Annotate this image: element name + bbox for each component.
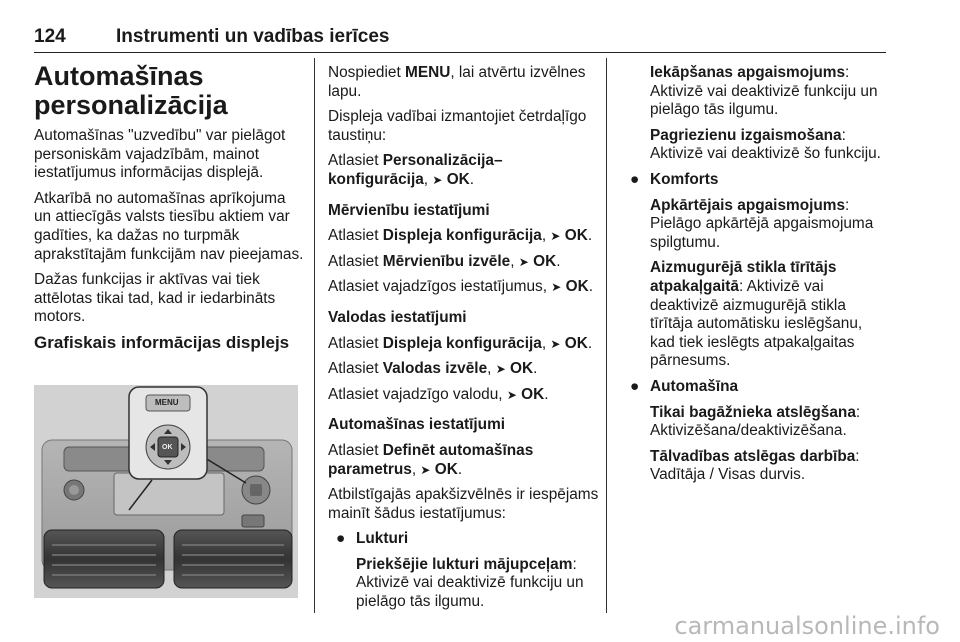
menu-instruction: Nospiediet MENU, lai atvērtu izvēlnes lapu. [328,64,586,100]
triangle-right-icon: ➤ [506,387,517,402]
setting-follow-me-home: Priekšējie lukturi mājupceļam: Aktivizē vai deaktivizē funkciju un pielāgo tās ilgumu. [356,555,584,611]
vehicle-settings-title: Automašīnas iestatījumi [328,416,506,434]
display-subheading: Grafiskais informācijas displejs [34,332,290,352]
units-step-2: Atlasiet Mērvienību izvēle, ➤ OK. [328,252,561,270]
language-title: Valodas iestatījumi [328,308,467,326]
column-divider-2 [606,58,607,613]
page-title: Instrumenti un vadības ierīces [116,26,390,47]
ok-key-label: OK [162,444,173,451]
setting-remote-key: Tālvadības atslēgas darbība: Vadītāja / Visas durvis. [650,447,860,484]
column-3 [622,64,890,492]
availability-paragraph: Atkarībā no automašīnas aprīkojuma un attiecīgās valsts tiesību aktiem var gadīties, ka dažas no turpmāk aprakstītajām funkcijām nav pieejamas. [34,189,304,263]
triangle-right-icon: ➤ [551,280,562,295]
vehicle-step-1: Atlasiet Definēt automašīnas parametrus, ➤ OK. [328,441,534,478]
page-header [34,26,886,54]
column-2 [328,64,600,619]
triangle-right-icon: ➤ [518,254,529,269]
units-step-3: Atlasiet vajadzīgos iestatījumus, ➤ OK. [328,278,593,296]
bullet-lights: ● Lukturi [336,530,409,548]
triangle-right-icon: ➤ [495,362,506,377]
menu-key-label: MENU [155,398,179,407]
units-title: Mērvienību iestatījumi [328,201,490,219]
setting-boot-unlock: Tikai bagāžnieka atslēgšana: Aktivizēšana/deaktivizēšana. [650,403,861,440]
triangle-right-icon: ➤ [550,336,561,351]
units-step-1: Atlasiet Displeja konfigurācija, ➤ OK. [328,227,593,245]
bullet-vehicle: ● Automašīna [630,377,739,395]
personalization-instruction: Atlasiet Personalizācija– konfigurācija, ➤ OK. [328,152,503,188]
triangle-right-icon: ➤ [420,462,431,477]
setting-ambient-lighting: Apkārtējais apgaismojums: Pielāgo apkārtējā apgaismojuma spilgtumu. [650,196,874,251]
setting-rear-wiper-reverse: Aizmugurējā stikla tīrītājs atpakaļgaitā: Aktivizē vai deaktivizē aizmugurējā stikla tīrītāja automātisku ieslēgšanu, kad tiek ieslēgts atpakaļgaitas pārnesums. [650,259,863,370]
column-divider-1 [314,58,315,613]
language-step-3: Atlasiet vajadzīgo valodu, ➤ OK. [328,385,549,403]
setting-welcome-lighting: Iekāpšanas apgaismojums: Aktivizē vai deaktivizē funkciju un pielāgo tās ilgumu. [650,64,878,119]
bullet-comfort: ● Komforts [630,170,719,188]
page-number: 124 [34,26,66,47]
column-1 [34,62,306,360]
four-way-instruction: Displeja vadībai izmantojiet četrdaļīgo taustiņu: [328,108,587,144]
bullet-dot-icon: ● [336,530,346,548]
language-step-2: Atlasiet Valodas izvēle, ➤ OK. [328,360,538,378]
header-rule [34,52,886,53]
triangle-right-icon: ➤ [550,229,561,244]
language-step-1: Atlasiet Displeja konfigurācija, ➤ OK. [328,334,593,352]
vehicle-step-2: Atbilstīgajās apakšizvēlnēs ir iespējams mainīt šādus iestatījumus: [328,486,599,522]
watermark: carmanualsonline.info [674,612,940,640]
dashboard-figure [34,385,298,598]
engine-paragraph: Dažas funkcijas ir aktīvas vai tiek attēlotas tikai tad, kad ir iedarbināts motors. [34,271,276,326]
section-heading: Automašīnas personalizācija [34,61,228,120]
dashboard-illustration [34,385,298,598]
intro-paragraph: Automašīnas "uzvedību" var pielāgot personiskām vajadzībām, mainot iestatījumus informācijas displejā. [34,127,286,182]
bullet-dot-icon: ● [630,377,640,395]
triangle-right-icon: ➤ [432,172,443,187]
bullet-dot-icon: ● [630,170,640,188]
setting-cornering-lights: Pagriezienu izgaismošana: Aktivizē vai deaktivizē šo funkciju. [650,126,881,163]
